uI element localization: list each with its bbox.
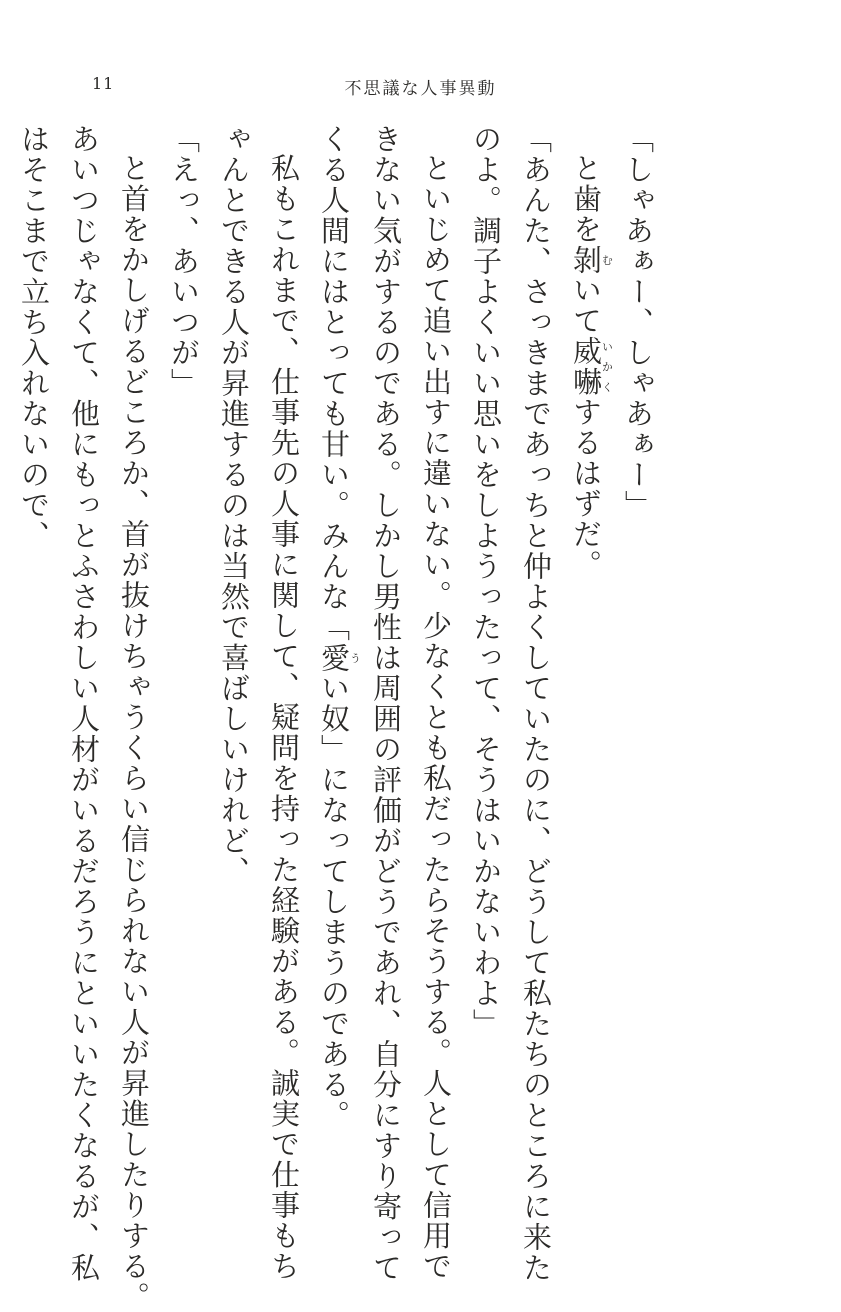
ruby-reading: う [348, 642, 362, 673]
ruby-word [569, 336, 614, 397]
ruby-base: 愛 [317, 642, 351, 673]
text-line: 私もこれまで、仕事先の人事に関して、疑問を持った経験がある。誠実で仕事もち [267, 153, 301, 1282]
text-line: 「あんた、さっきまであっちと仲よくしていたのに、どうして私たちのところに来た [519, 124, 553, 1283]
text-line: といじめて追い出すに違いない。少なくとも私だったらそうする。人として信用で [419, 153, 453, 1282]
text-segment: くる人間にはとっても甘い。みんな「 [317, 124, 351, 643]
text-segment: するはずだ。 [569, 397, 603, 580]
ruby-word [569, 244, 614, 276]
text-line [309, 124, 362, 1131]
ruby-base: 剝 [569, 244, 603, 275]
vertical-body-text [17, 124, 663, 1312]
chapter-title: 不思議な人事異動 [344, 79, 497, 99]
ruby-word [317, 642, 362, 674]
text-segment: いて [569, 275, 603, 336]
ruby-base: 威嚇 [569, 336, 603, 397]
text-segment: い奴」になってしまうのである。 [317, 673, 351, 1131]
text-line: 「えっ、あいつが」 [167, 124, 201, 399]
text-line: きない気がするのである。しかし男性は周囲の評価がどうであれ、自分にすり寄って [369, 124, 403, 1283]
page-number: 11 [92, 74, 115, 93]
page-header [0, 74, 841, 100]
text-line: ゃんとできる人が昇進するのは当然で喜ばしいけれど、 [217, 124, 251, 887]
text-line: あいつじゃなくて、他にもっとふさわしい人材がいるだろうにといいたくなるが、私 [67, 124, 101, 1283]
text-line: のよ。調子よくいい思いをしようったって、そうはいかないわよ」 [469, 124, 503, 1039]
ruby-reading: む [600, 244, 614, 275]
text-segment: と歯を [569, 153, 603, 245]
text-line [0, 124, 9, 1124]
text-line [561, 124, 613, 1124]
text-line: と首をかしげるどころか、首が抜けちゃうくらい信じられない人が昇進したりする。 [117, 153, 151, 1312]
text-line: 「しゃあぁー、しゃあぁー」 [621, 124, 655, 521]
ruby-reading: いかく [600, 336, 614, 397]
text-line: はそこまで立ち入れないので、 [17, 124, 51, 551]
